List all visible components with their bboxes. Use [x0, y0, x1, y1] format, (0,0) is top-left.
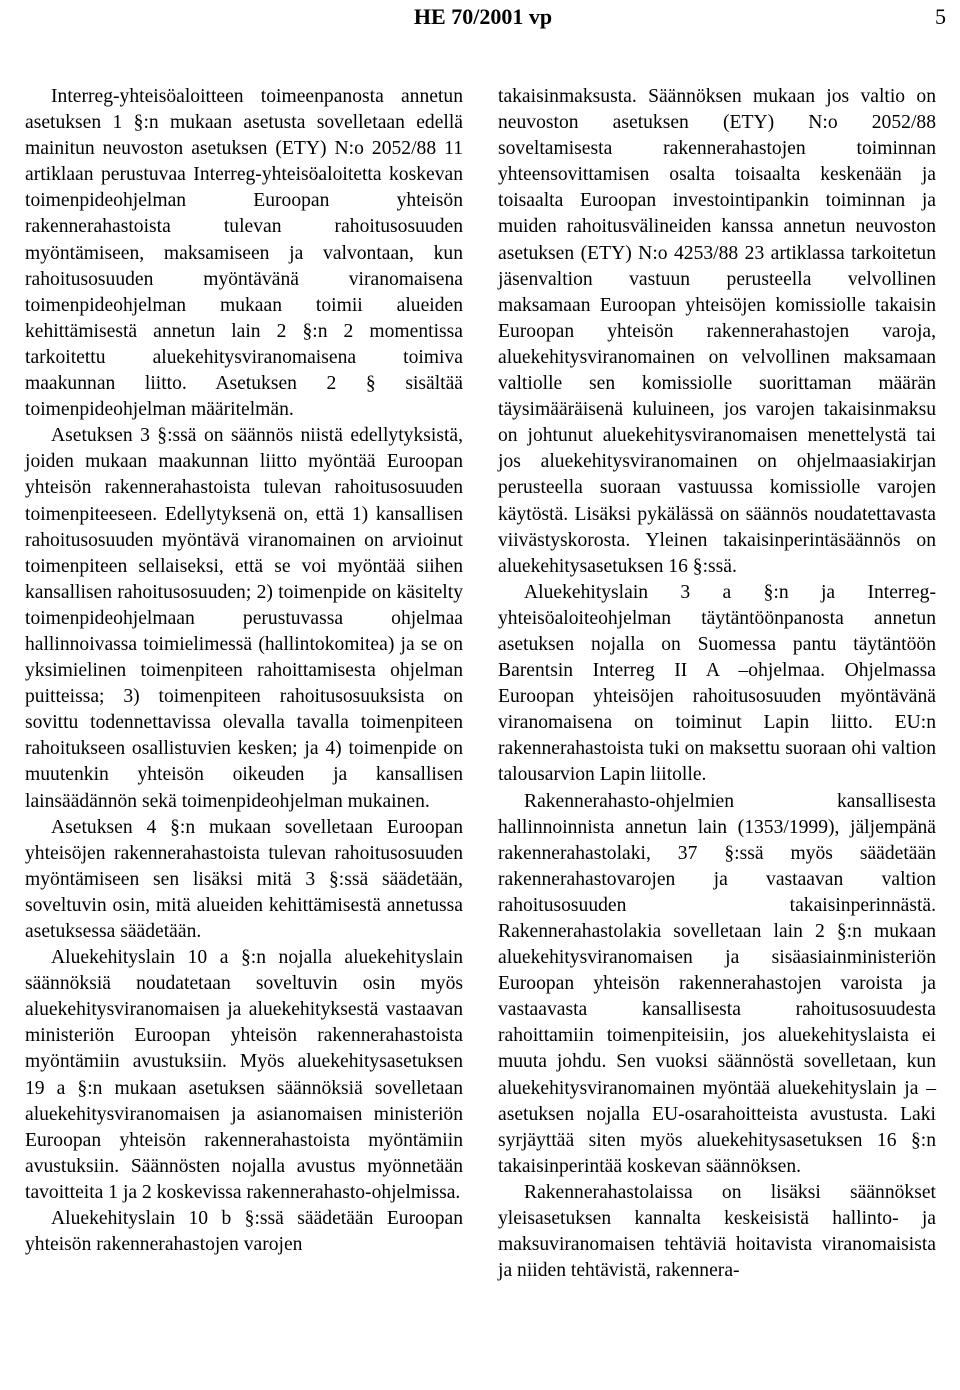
document-id: HE 70/2001 vp [413, 4, 553, 29]
paragraph-continued: takaisinmaksusta. Säännöksen mukaan jos valtio on neuvoston asetuksen (ETY) N:o 2052/88 soveltamisesta rakennerahastojen toiminnan yhteensovittamisen osalta toisaalta keskenään ja toisaalta Euroopan investointipankin toiminnan ja muiden rahoitusvälineiden kanssa annetun neuvoston asetuksen (ETY) N:o 4253/88 23 artiklassa tarkoitetun jäsenvaltion vastuun perusteella velvollinen maksamaan Euroopan yhteisöjen komissiolle takaisin Euroopan yhteisön rakennerahastojen varoja, aluekehitysviranomainen on velvollinen maksamaan valtiolle sen komissiolle suorittaman määrän täysimääräisenä kuluineen, jos varojen takaisinmaksu on johtunut aluekehitysviranomaisen menettelystä tai jos aluekehitysviranomainen on ohjelmaasiakirjan perusteella suoraan vastuussa komissiolle varojen käytöstä. Lisäksi pykälässä on säännös noudatettavasta viivästyskorosta. Yleinen takaisinperintäsäännös on aluekehitysasetuksen 16 §:ssä. [498, 86, 936, 577]
paragraph: Aluekehityslain 10 b §:ssä säädetään Euroopan yhteisön rakennerahastojen varojen [25, 1208, 463, 1256]
page-header [20, 4, 946, 30]
left-column [25, 84, 463, 1258]
page-number: 5 [935, 4, 946, 29]
paragraph: Asetuksen 3 §:ssä on säännös niistä edellytyksistä, joiden mukaan maakunnan liitto myöntää Euroopan yhteisön rakennerahastoista tulevan rahoitusosuuden toimenpiteeseen. Edellytyksenä on, että 1) kansallisen rahoitusosuuden myöntävä viranomainen on arvioinut toimenpiteen sellaiseksi, että se voi myöntää siihen kansallisen rahoitusosuuden; 2) toimenpide on käsitelty toimenpideohjelmaan perustuvassa ohjelmaa hallinnoivassa toimielimessä (hallintokomitea) ja se on yksimielinen toimenpiteen rahoittamisesta ohjelman puitteissa; 3) toimenpiteen rahoitusosuuksista on sovittu todennettavissa olevalla tavalla toimenpiteen rahoitukseen osallistuvien kesken; ja 4) toimenpide on muutenkin yhteisön oikeuden ja kansallisen lainsäädännön sekä toimenpideohjelman mukainen. [25, 425, 463, 812]
right-column [498, 84, 936, 1284]
paragraph: Asetuksen 4 §:n mukaan sovelletaan Euroopan yhteisöjen rakennerahastoista tulevan rahoitusosuuden myöntämiseen sen lisäksi mitä 3 §:ssä säädetään, soveltuvin osin, mitä alueiden kehittämisestä annetussa asetuksessa säädetään. [25, 816, 463, 942]
paragraph: Aluekehityslain 3 a §:n ja Interreg-yhteisöaloiteohjelman täytäntöönpanosta annetun asetuksen nojalla on Suomessa pantu täytäntöön Barentsin Interreg II A –ohjelmaa. Ohjelmassa Euroopan yhteisöjen rahoitusosuuden myöntävänä viranomaisena on toiminut Lapin liitto. EU:n rakennerahastoista tuki on maksettu suoraan ohi valtion talousarvion Lapin liitolle. [498, 581, 936, 786]
paragraph: Rakennerahastolaissa on lisäksi säännökset yleisasetuksen kannalta keskeisistä hallinto- ja maksuviranomaisen tehtäviä hoitavista viranomaisista ja niiden tehtävistä, rakennera- [498, 1181, 936, 1282]
paragraph: Aluekehityslain 10 a §:n nojalla aluekehityslain säännöksiä noudatetaan soveltuvin osin myös aluekehitysviranomaisen ja aluekehityksestä vastaavan ministeriön Euroopan yhteisön rakennerahastoista myöntämiin avustuksiin. Myös aluekehitysasetuksen 19 a §:n mukaan asetuksen säännöksiä sovelletaan aluekehitysviranomaisen ja asianomaisen ministeriön Euroopan yhteisön rakennerahastoista myöntämiin avustuksiin. Säännösten nojalla avustus myönnetään tavoitteita 1 ja 2 koskevissa rakennerahasto-ohjelmissa. [25, 947, 463, 1203]
paragraph: Rakennerahasto-ohjelmien kansallisesta hallinnoinnista annetun lain (1353/1999), jäljempänä rakennerahastolaki, 37 §:ssä myös säädetään rakennerahastovarojen ja vastaavan valtion rahoitusosuuden takaisinperinnästä. Rakennerahastolakia sovelletaan lain 2 §:n mukaan aluekehitysviranomaisen ja sisäasiainministeriön Euroopan yhteisön rakennerahastojen varoista ja vastaavasta kansallisesta rahoitusosuudesta rahoittamiin toimenpiteisiin, jos aluekehityslaista ei muuta johdu. Sen vuoksi säännöstä sovelletaan, kun aluekehitysviranomainen myöntää aluekehityslain ja –asetuksen nojalla EU-osarahoitteista avustusta. Laki syrjäyttää siten myös aluekehitysasetuksen 16 §:n takaisinperintää koskevan säännöksen. [498, 790, 936, 1177]
paragraph: Interreg-yhteisöaloitteen toimeenpanosta annetun asetuksen 1 §:n mukaan asetusta sovelletaan edellä mainitun neuvoston asetuksen (ETY) N:o 2052/88 11 artiklaan perustuvaa Interreg-yhteisöaloitetta koskevan toimenpideohjelman Euroopan yhteisön rakennerahastoista tulevan rahoitusosuuden myöntämiseen, maksamiseen ja valvontaan, kun rahoitusosuuden myöntävänä viranomaisena toimenpideohjelman mukaan toimii alueiden kehittämisestä annetun lain 2 §:n 2 momentissa tarkoitettu aluekehitysviranomaisena toimiva maakunnan liitto. Asetuksen 2 § sisältää toimenpideohjelman määritelmän. [25, 86, 463, 421]
